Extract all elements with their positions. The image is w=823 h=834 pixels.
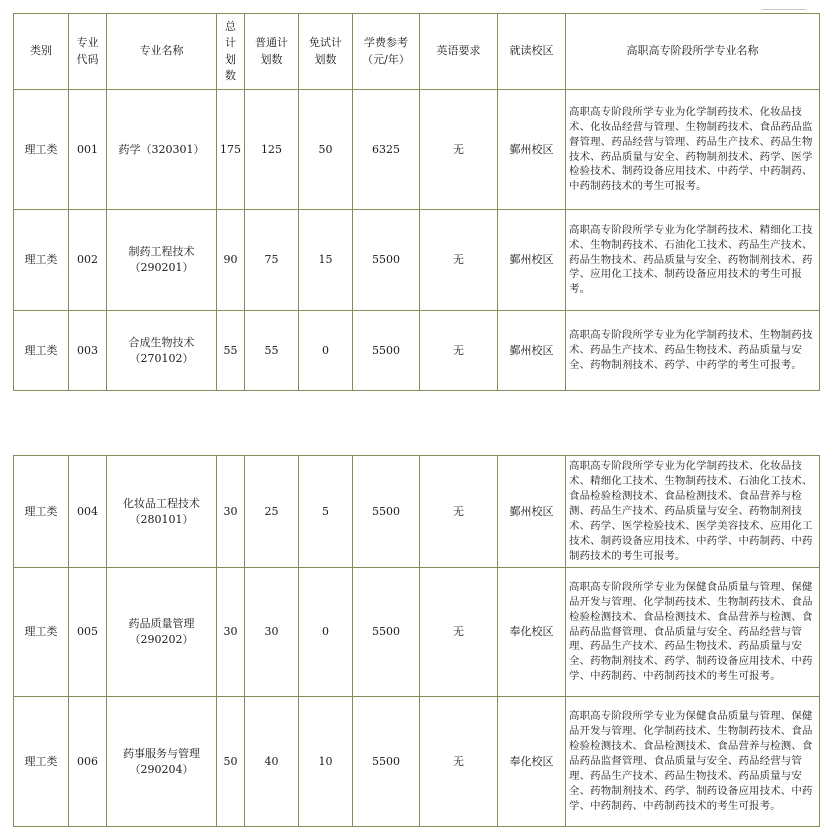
cell-tuition: 5500: [353, 697, 420, 827]
cell-category: 理工类: [14, 697, 69, 827]
cell-regular: 40: [245, 697, 299, 827]
cell-campus: 奉化校区: [498, 697, 566, 827]
cell-tuition: 5500: [353, 568, 420, 697]
header-row: [14, 14, 820, 90]
cell-total: 30: [217, 568, 245, 697]
cell-campus: 鄞州校区: [498, 90, 566, 210]
table-row: [14, 311, 820, 391]
table-row: [14, 697, 820, 827]
cell-code: 004: [69, 456, 107, 568]
table-row: [14, 568, 820, 697]
cell-prior: 高职高专阶段所学专业为化学制药技术、化妆品技术、化妆品经营与管理、生物制药技术、食品药品监督管理、药品经营与管理、药品生产技术、药品生物技术、药品质量与安全、药物制剂技术、药学、医学检验技术、制药设备应用技术、中药学、中药制药、中药制药技术的考生可报考。: [566, 90, 820, 210]
cell-category: 理工类: [14, 456, 69, 568]
cell-tuition: 5500: [353, 456, 420, 568]
cell-english: 无: [420, 568, 498, 697]
cell-total: 50: [217, 697, 245, 827]
cell-exempt: 10: [299, 697, 353, 827]
cell-english: 无: [420, 311, 498, 391]
cell-code: 003: [69, 311, 107, 391]
cell-regular: 55: [245, 311, 299, 391]
header-english: 英语要求: [420, 14, 498, 90]
header-total: 总 计 划 数: [217, 14, 245, 90]
cell-category: 理工类: [14, 568, 69, 697]
header-exempt: 免试计 划数: [299, 14, 353, 90]
cell-code: 001: [69, 90, 107, 210]
cell-total: 30: [217, 456, 245, 568]
cell-major: 合成生物技术 （270102）: [107, 311, 217, 391]
cell-category: 理工类: [14, 90, 69, 210]
cell-major: 化妆品工程技术 （280101）: [107, 456, 217, 568]
cell-tuition: 5500: [353, 311, 420, 391]
cell-campus: 鄞州校区: [498, 311, 566, 391]
cell-english: 无: [420, 697, 498, 827]
cell-english: 无: [420, 210, 498, 311]
cell-major: 制药工程技术 （290201）: [107, 210, 217, 311]
cell-prior: 高职高专阶段所学专业为保健食品质量与管理、保健品开发与管理、化学制药技术、生物制药技术、食品检验检测技术、食品检测技术、食品营养与检测、食品药品监督管理、食品质量与安全、药品经营与管理、药品生产技术、药品生物技术、药品质量与安全、药物制剂技术、药学、制药设备应用技术、中药学、中药制药、中药制药技术的考生可报考。: [566, 697, 820, 827]
table-1-body: [14, 90, 820, 391]
cell-campus: 鄞州校区: [498, 456, 566, 568]
cell-tuition: 6325: [353, 90, 420, 210]
header-prior-major: 高职高专阶段所学专业名称: [566, 14, 820, 90]
cell-english: 无: [420, 90, 498, 210]
cell-code: 006: [69, 697, 107, 827]
cell-exempt: 50: [299, 90, 353, 210]
cell-code: 005: [69, 568, 107, 697]
cell-major: 药品质量管理 （290202）: [107, 568, 217, 697]
cell-major: 药事服务与管理 （290204）: [107, 697, 217, 827]
table-row: [14, 90, 820, 210]
cell-category: 理工类: [14, 210, 69, 311]
cell-regular: 25: [245, 456, 299, 568]
cell-exempt: 5: [299, 456, 353, 568]
cell-prior: 高职高专阶段所学专业为化学制药技术、精细化工技术、生物制药技术、石油化工技术、药品生产技术、药品生物技术、药品质量与安全、药物制剂技术、药学、应用化工技术、制药设备应用技术的考生可报考。: [566, 210, 820, 311]
header-code: 专业 代码: [69, 14, 107, 90]
header-regular: 普通计 划数: [245, 14, 299, 90]
header-major: 专业名称: [107, 14, 217, 90]
table-2-body: [14, 456, 820, 827]
header-category: 类别: [14, 14, 69, 90]
table-row: [14, 456, 820, 568]
cell-prior: 高职高专阶段所学专业为化学制药技术、化妆品技术、精细化工技术、生物制药技术、石油化工技术、食品检验检测技术、食品检测技术、食品营养与检测、药品生产技术、药品质量与安全、药物制剂技术、药学、医学检验技术、医学美容技术、应用化工技术、制药设备应用技术、中药学、中药制药、中药制药技术的考生可报考。: [566, 456, 820, 568]
cell-exempt: 0: [299, 311, 353, 391]
cell-exempt: 15: [299, 210, 353, 311]
cell-english: 无: [420, 456, 498, 568]
cell-prior: 高职高专阶段所学专业为化学制药技术、生物制药技术、药品生产技术、药品生物技术、药品质量与安全、药物制剂技术、药学、中药学的考生可报考。: [566, 311, 820, 391]
table-row: [14, 210, 820, 311]
cell-category: 理工类: [14, 311, 69, 391]
cell-campus: 奉化校区: [498, 568, 566, 697]
cell-prior: 高职高专阶段所学专业为保健食品质量与管理、保健品开发与管理、化学制药技术、生物制药技术、食品检验检测技术、食品检测技术、食品营养与检测、食品药品监督管理、食品质量与安全、药品经营与管理、药品生产技术、药品生物技术、药品质量与安全、药物制剂技术、药学、制药设备应用技术、中药学、中药制药、中药制药技术的考生可报考。: [566, 568, 820, 697]
cell-total: 55: [217, 311, 245, 391]
enrollment-table-1: [13, 13, 820, 391]
cell-total: 90: [217, 210, 245, 311]
cell-total: 175: [217, 90, 245, 210]
header-campus: 就读校区: [498, 14, 566, 90]
cell-major: 药学（320301）: [107, 90, 217, 210]
cell-regular: 75: [245, 210, 299, 311]
top-rule: [762, 9, 806, 10]
cell-regular: 30: [245, 568, 299, 697]
header-tuition: 学费参考 （元/年）: [353, 14, 420, 90]
enrollment-table-2: [13, 455, 820, 827]
cell-exempt: 0: [299, 568, 353, 697]
cell-code: 002: [69, 210, 107, 311]
cell-regular: 125: [245, 90, 299, 210]
cell-campus: 鄞州校区: [498, 210, 566, 311]
cell-tuition: 5500: [353, 210, 420, 311]
